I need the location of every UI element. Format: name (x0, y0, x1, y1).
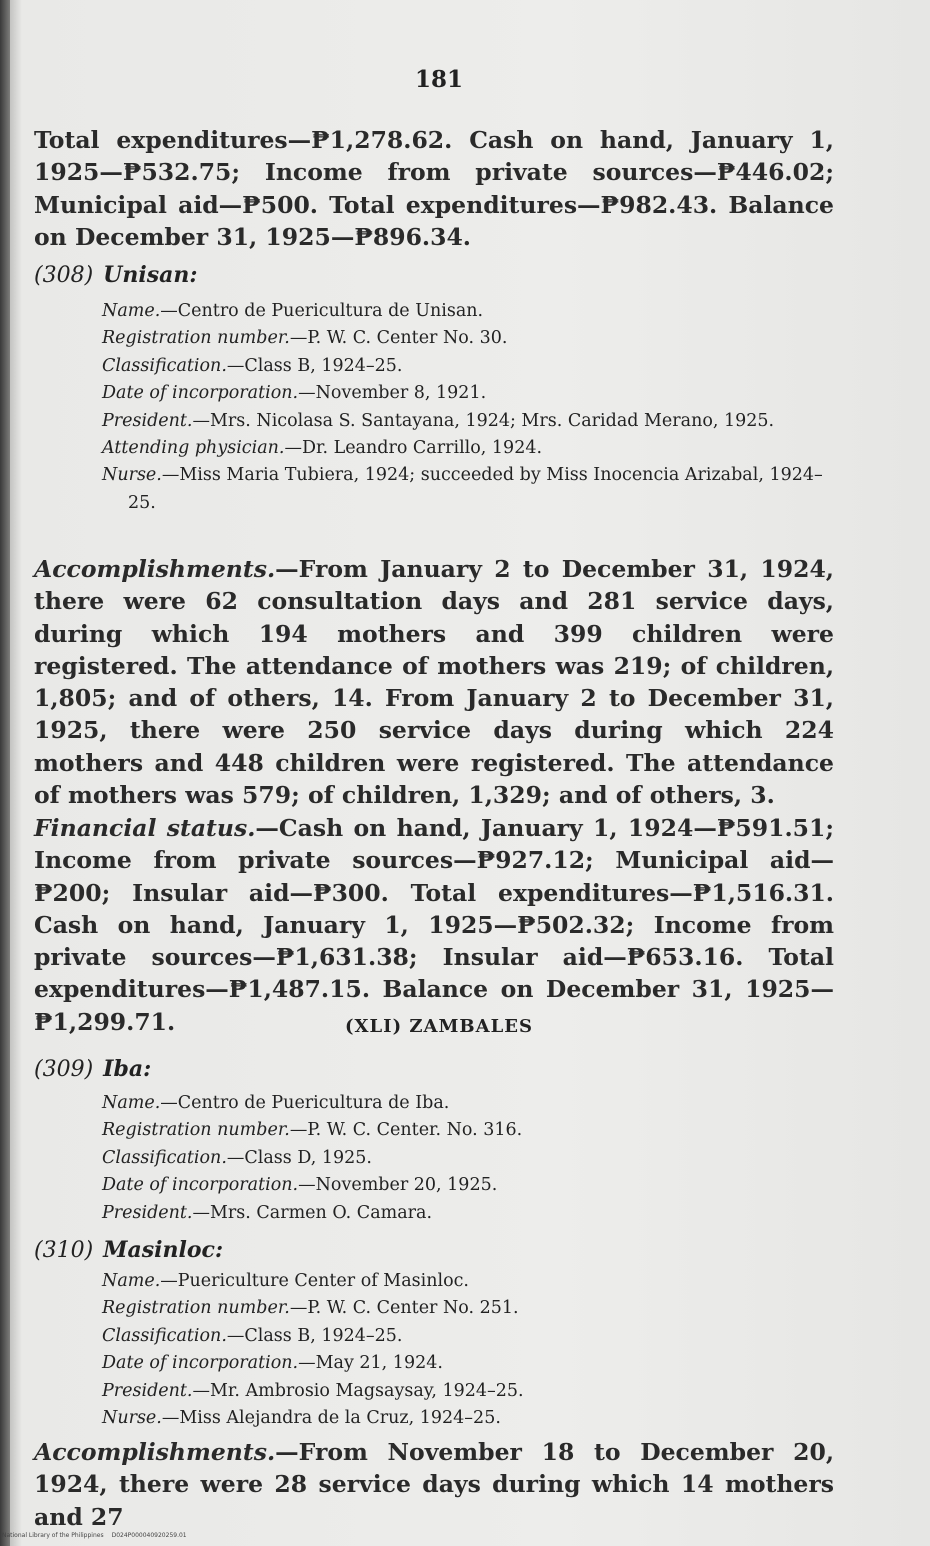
field-name: Name.—Centro de Puericultura de Unisan. (102, 301, 484, 321)
field-attending-physician: Attending physician.—Dr. Leandro Carrillo, 1924. (102, 438, 543, 459)
entry-title: Masinloc: (103, 1237, 224, 1263)
entry-number: (309) (34, 1057, 94, 1082)
field-nurse: Nurse.—Miss Maria Tubiera, 1924; succeeded by Miss Inocencia Arizabal, 1924–25. (102, 465, 823, 513)
field-name: Name.—Centro de Puericultura de Iba. (102, 1093, 450, 1113)
field-date-of-incorporation: Date of incorporation.—May 21, 1924. (102, 1353, 443, 1374)
field-registration-number: Registration number.—P. W. C. Center. No. 316. (102, 1120, 523, 1141)
unisan-accomplishments: Accomplishments.—From January 2 to December 31, 1924, there were 62 consultation days and 281 service days, during which 194 mothers and 399 children were registered. The attendance of mothers was 219; of children, 1,805; and of others, 14. From January 2 to December 31, 1925, there were 250 service days during which 224 mothers and 448 children were registered. The attendance of mothers was 579; of children, 1,329; and of others, 3. (34, 555, 834, 810)
field-president: President.—Mrs. Nicolasa S. Santayana, 1924; Mrs. Caridad Merano, 1925. (102, 410, 775, 431)
opening-paragraph: Total expenditures—₱1,278.62. Cash on hand, January 1, 1925—₱532.75; Income from private sources—₱446.02; Municipal aid—₱500. Total expenditures—₱982.43. Balance on December 31, 1925—₱896.34. (34, 126, 834, 251)
field-registration-number: Registration number.—P. W. C. Center No. 251. (102, 1298, 519, 1319)
section-title-zambales: (XLI) ZAMBALES (345, 1016, 533, 1037)
field-classification: Classification.—Class B, 1924–25. (102, 355, 403, 376)
scan-footer (2, 1532, 195, 1539)
field-classification: Classification.—Class D, 1925. (102, 1147, 372, 1168)
entry-heading-unisan (34, 262, 197, 288)
footer-code: D024P000040920259.01 (111, 1532, 187, 1539)
masinloc-fields (102, 1268, 842, 1432)
entry-number: (310) (34, 1238, 94, 1263)
footer-library: National Library of the Philippines (2, 1532, 104, 1539)
entry-number: (308) (34, 263, 94, 288)
iba-fields (102, 1090, 842, 1227)
book-spine-shadow (0, 0, 10, 1546)
field-registration-number: Registration number.—P. W. C. Center No. 30. (102, 328, 508, 349)
entry-heading-iba (34, 1056, 151, 1082)
entry-title: Unisan: (103, 262, 198, 288)
field-president: President.—Mrs. Carmen O. Camara. (102, 1202, 433, 1223)
field-classification: Classification.—Class B, 1924–25. (102, 1325, 403, 1346)
field-nurse: Nurse.—Miss Alejandra de la Cruz, 1924–25. (102, 1408, 501, 1429)
masinloc-accomplishments: Accomplishments.—From November 18 to December 20, 1924, there were 28 service days during which 14 mothers and 27 (34, 1438, 834, 1531)
field-president: President.—Mr. Ambrosio Magsaysay, 1924–25. (102, 1380, 524, 1401)
unisan-financial-status: Financial status.—Cash on hand, January 1, 1924—₱591.51; Income from private sources—₱927.12; Municipal aid—₱200; Insular aid—₱300. Total expenditures—₱1,516.31. Cash on hand, January 1, 1925—₱502.32; Income from private sources—₱1,631.38; Insular aid—₱653.16. Total expenditures—₱1,487.15. Balance on December 31, 1925—₱1,299.71. (34, 814, 834, 1036)
unisan-fields (102, 298, 842, 517)
field-name: Name.—Puericulture Center of Masinloc. (102, 1271, 469, 1291)
entry-title: Iba: (103, 1056, 152, 1082)
page-number: 181 (414, 66, 463, 93)
field-date-of-incorporation: Date of incorporation.—November 20, 1925. (102, 1175, 498, 1196)
entry-heading-masinloc (34, 1237, 223, 1263)
field-date-of-incorporation: Date of incorporation.—November 8, 1921. (102, 383, 487, 404)
